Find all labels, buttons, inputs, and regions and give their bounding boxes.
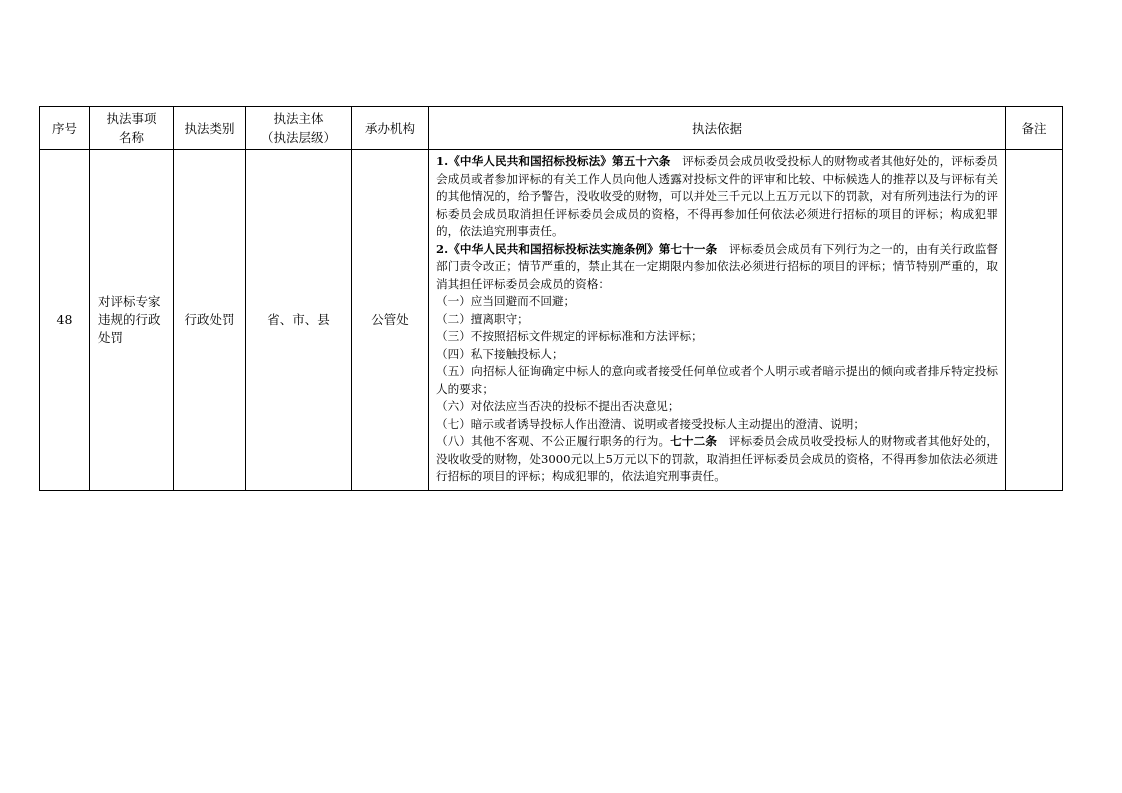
basis-law3-title: 七十二条 — [670, 434, 718, 448]
basis-item: （五）向招标人征询确定中标人的意向或者接受任何单位或者个人明示或者暗示提出的倾向或者排斥特定投标人的要求； — [436, 364, 998, 396]
header-item-name-line2: 名称 — [118, 130, 144, 145]
header-row — [40, 107, 1063, 150]
row-seq: 48 — [40, 150, 90, 491]
header-basis: 执法依据 — [429, 107, 1006, 150]
header-remarks: 备注 — [1006, 107, 1063, 150]
basis-law2-title: 2.《中华人民共和国招标投标法实施条例》第七十一条 — [436, 241, 718, 256]
header-item-name-line1: 执法事项 — [106, 111, 157, 126]
header-item-name — [90, 107, 174, 150]
header-seq: 序号 — [40, 107, 90, 150]
table-row — [40, 150, 1063, 491]
row-remarks — [1006, 150, 1063, 491]
basis-law1 — [436, 153, 998, 241]
basis-item: （三）不按照招标文件规定的评标标准和方法评标； — [436, 329, 703, 343]
header-subject-line1: 执法主体 — [273, 111, 324, 126]
row-category: 行政处罚 — [174, 150, 246, 491]
basis-item: （二）擅离职守； — [436, 311, 529, 326]
basis-item: （六）对依法应当否决的投标不提出否决意见； — [436, 399, 680, 413]
basis-item: （四）私下接触投标人； — [436, 346, 564, 361]
basis-item: （七）暗示或者诱导投标人作出澄清、说明或者接受投标人主动提出的澄清、说明； — [436, 416, 865, 431]
basis-item-8: （八）其他不客观、不公正履行职务的行为。 — [436, 434, 671, 448]
basis-law2 — [436, 241, 998, 294]
row-item-name: 对评标专家违规的行政处罚 — [90, 150, 174, 491]
row-agency: 公管处 — [352, 150, 429, 491]
basis-item-8-and-law3 — [436, 433, 998, 486]
enforcement-table — [39, 106, 1063, 491]
header-category: 执法类别 — [174, 107, 246, 150]
basis-item: （一）应当回避而不回避； — [436, 294, 576, 308]
basis-law1-text: 评标委员会成员收受投标人的财物或者其他好处的，评标委员会成员或者参加评标的有关工作人员向他人透露对投标文件的评审和比较、中标候选人的推荐以及与评标有关的其他情况的，给予警告，没收收受的财物，可以并处三千元以上五万元以下的罚款，对有所列违法行为的评标委员会成员取消担任评标委员会成员的资格，不得再参加任何依法必须进行招标的项目的评标；构成犯罪的，依法追究刑事责任。 — [436, 154, 998, 238]
basis-law1-title: 1.《中华人民共和国招标投标法》第五十六条 — [436, 154, 671, 168]
row-subject: 省、市、县 — [246, 150, 352, 491]
header-subject-line2: （执法层级） — [260, 130, 336, 145]
basis-law3-text: 评标委员会成员收受投标人的财物或者其他好处的，没收收受的财物，处3000元以上5万元以下的罚款，取消担任评标委员会成员的资格，不得再参加依法必须进行招标的项目的评标；构成犯罪的，依法追究刑事责任。 — [436, 434, 998, 483]
row-basis — [429, 150, 1006, 491]
basis-law2-text: 评标委员会成员有下列行为之一的，由有关行政监督部门责令改正；情节严重的，禁止其在一定期限内参加依法必须进行招标的项目的评标；情节特别严重的，取消其担任评标委员会成员的资格： — [436, 241, 998, 291]
header-subject — [246, 107, 352, 150]
table-header — [40, 107, 1063, 150]
header-agency: 承办机构 — [352, 107, 429, 150]
